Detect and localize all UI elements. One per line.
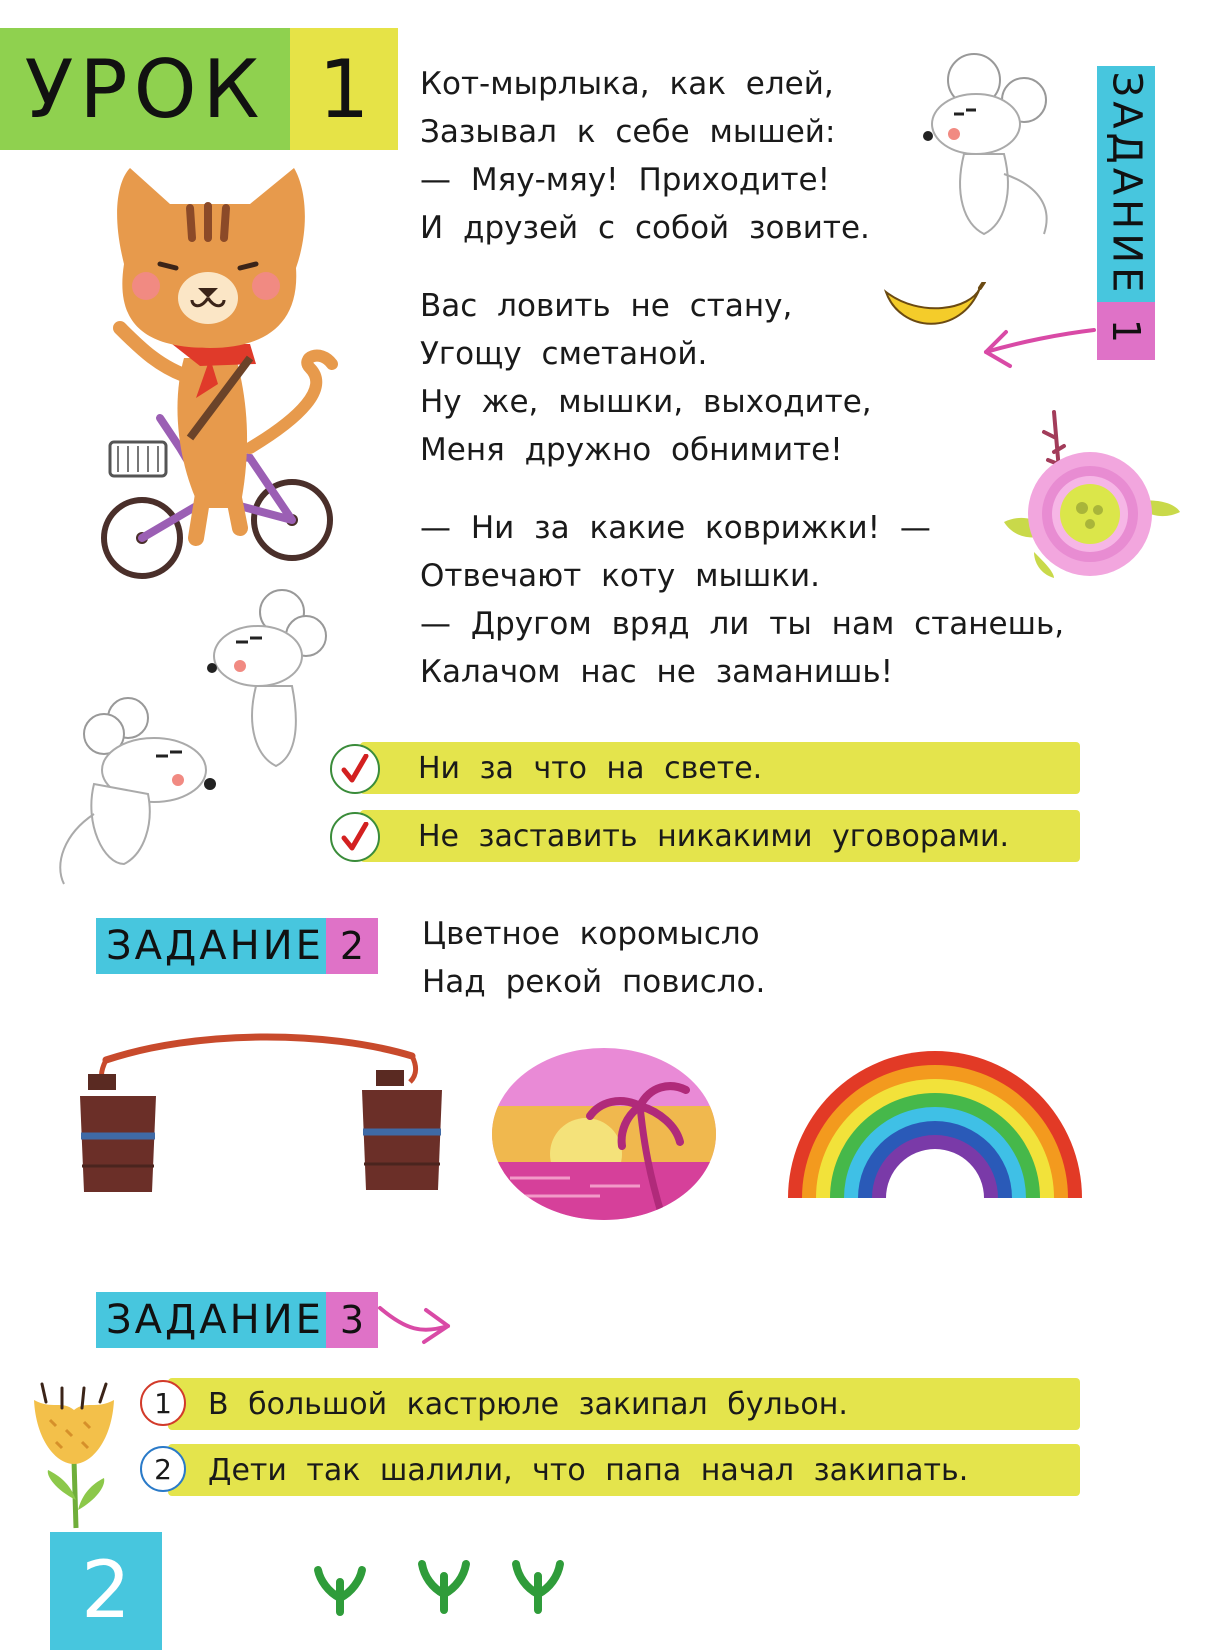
flower-icon	[994, 402, 1184, 582]
riddle-line: Над рекой повисло.	[422, 964, 766, 1000]
answer-bar[interactable]	[360, 742, 1080, 794]
poem-stanza-1	[420, 60, 870, 252]
lesson-title: УРОК	[0, 28, 290, 150]
sentence-text: Дети так шалили, что папа начал закипать.	[208, 1452, 969, 1488]
cat-on-bicycle-icon	[100, 168, 340, 588]
answer-text: Ни за что на свете.	[418, 750, 763, 786]
task3-number: 3	[326, 1292, 378, 1348]
task3-label: ЗАДАНИЕ	[96, 1292, 326, 1348]
sprout-icon	[310, 1562, 370, 1616]
poem-line: Вас ловить не стану,	[420, 288, 793, 324]
poem-line: — Мяу-мяу! Приходите!	[420, 162, 831, 198]
poem-line: Зазывал к себе мышей:	[420, 114, 836, 150]
poem-line: — Ни за какие коврижки! —	[420, 510, 931, 546]
poem-line: Угощу сметаной.	[420, 336, 708, 372]
riddle-line: Цветное коромысло	[422, 916, 760, 952]
answer-text: Не заставить никакими уговорами.	[418, 818, 1010, 854]
rainbow-icon[interactable]	[788, 1048, 1082, 1200]
sentence-text: В большой кастрюле закипал бульон.	[208, 1386, 848, 1422]
number-circle: 2	[140, 1446, 186, 1492]
sentence-bar[interactable]	[168, 1378, 1080, 1430]
arrow-icon	[376, 1294, 452, 1350]
checkmark-icon[interactable]	[330, 812, 380, 862]
task2-number: 2	[326, 918, 378, 974]
poem-line: Кот-мырлыка, как елей,	[420, 66, 834, 102]
checkmark-icon[interactable]	[330, 744, 380, 794]
task1-number-text: 1	[1104, 318, 1148, 344]
lesson-number: 1	[290, 28, 398, 150]
sprout-icon	[508, 1556, 568, 1614]
task2-label: ЗАДАНИЕ	[96, 918, 326, 974]
tulip-icon	[26, 1380, 122, 1530]
riddle	[422, 910, 765, 1006]
page-number: 2	[50, 1532, 162, 1650]
task1-number	[1097, 302, 1155, 360]
mouse-icon	[904, 44, 1064, 244]
poem-line: И друзей с собой зовите.	[420, 210, 870, 246]
sunset-icon[interactable]	[490, 1046, 718, 1222]
yoke-with-buckets-icon[interactable]	[76, 1030, 446, 1200]
poem-stanza-2	[420, 282, 872, 474]
poem-line: Меня дружно обнимите!	[420, 432, 843, 468]
poem-line: Калачом нас не заманишь!	[420, 654, 894, 690]
answer-bar[interactable]	[360, 810, 1080, 862]
sentence-bar[interactable]	[168, 1444, 1080, 1496]
task1-label-text: ЗАДАНИЕ	[1103, 71, 1149, 297]
mouse-icon	[44, 694, 224, 894]
number-circle: 1	[140, 1380, 186, 1426]
banana-icon	[880, 282, 990, 342]
task1-label	[1097, 66, 1155, 302]
poem-line: Отвечают коту мышки.	[420, 558, 821, 594]
arrow-icon	[980, 318, 1096, 372]
poem-line: — Другом вряд ли ты нам станешь,	[420, 606, 1065, 642]
sprout-icon	[414, 1556, 474, 1614]
poem-line: Ну же, мышки, выходите,	[420, 384, 872, 420]
poem-stanza-3	[420, 504, 1064, 696]
